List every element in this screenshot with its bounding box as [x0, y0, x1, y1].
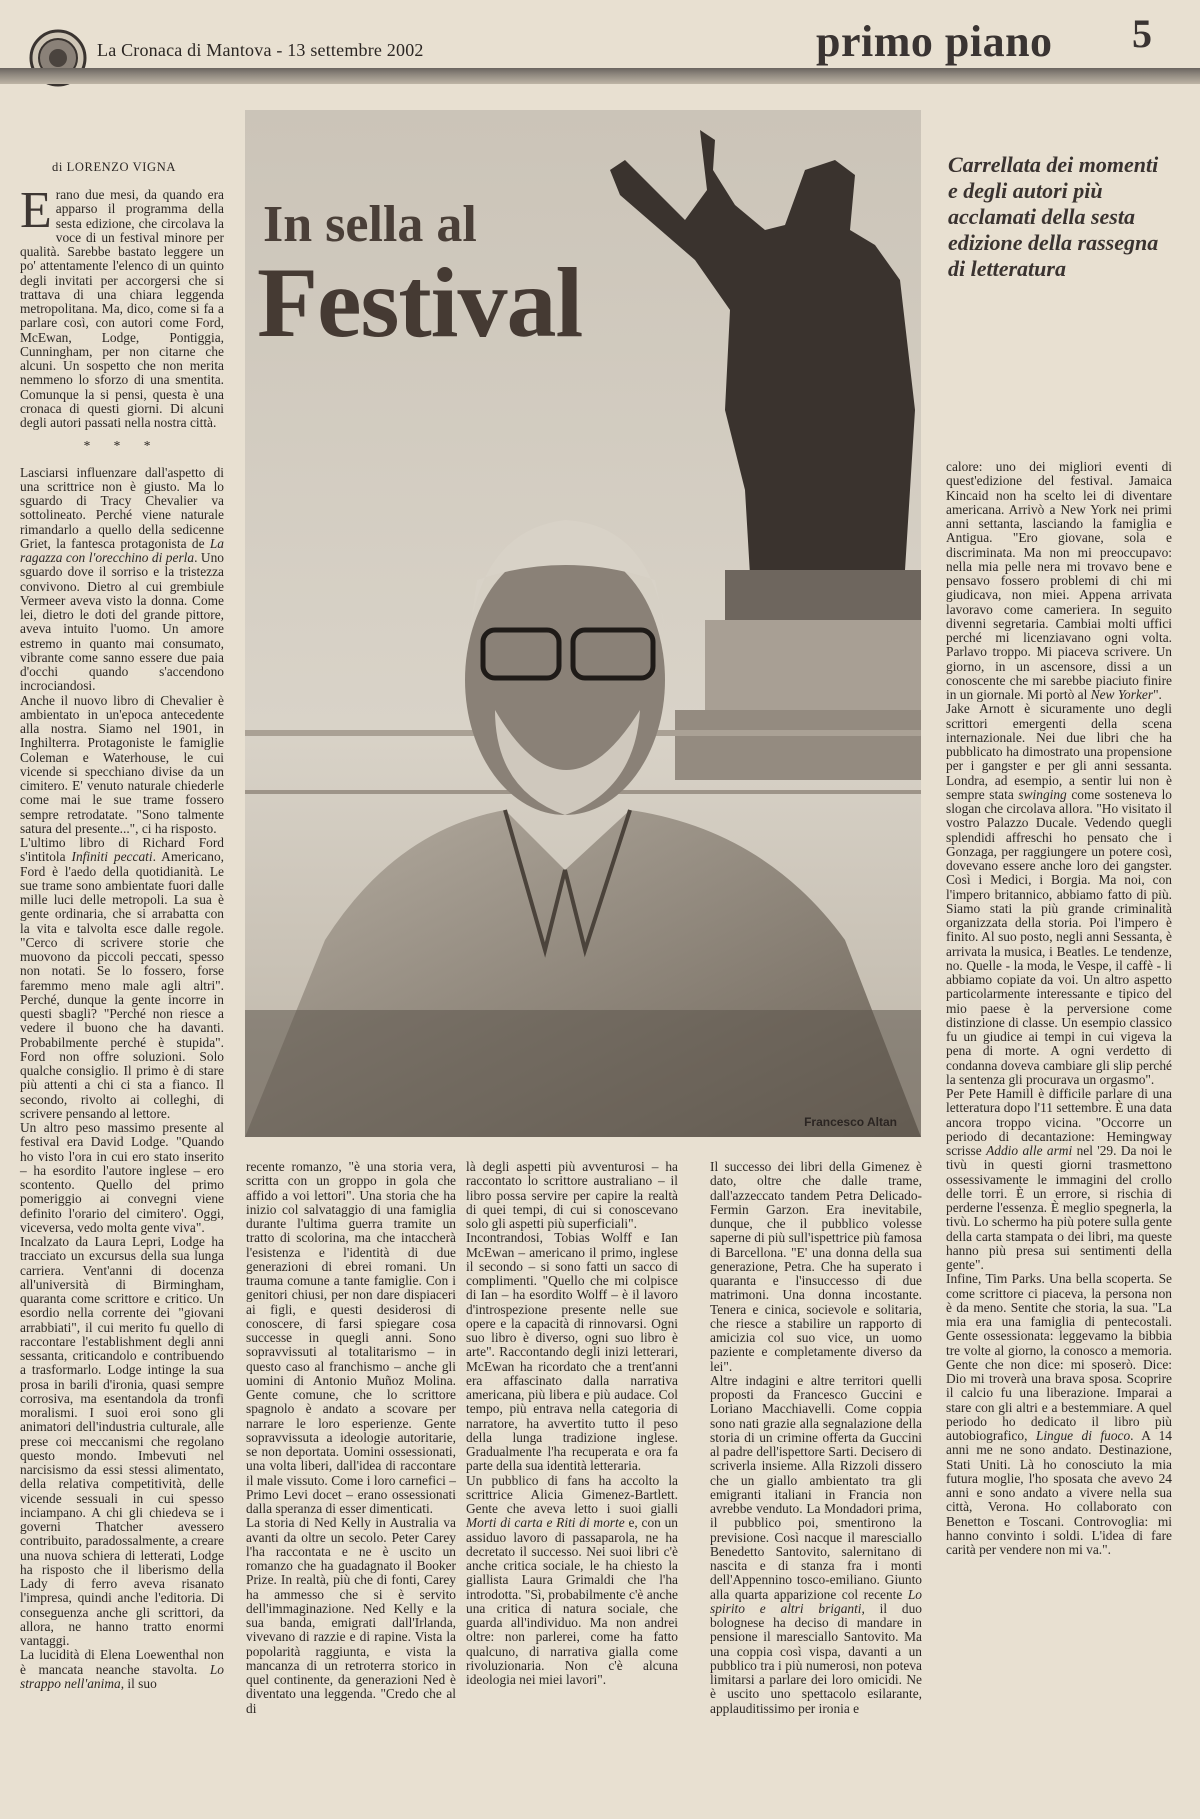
- header-rule: [0, 68, 1200, 84]
- paragraph: Il successo dei libri della Gimenez è dato, oltre che dalle trame, dall'azzeccato tandem Petra Delicado-Fermin Garzon. Era inevitabile, dunque, che il pubblico volesse saperne di più sull'ispettrice più famosa di Barcellona. "E' una donna della sua generazione, Petra. Che ha superato i quaranta e l'insuccesso di due matrimoni. Una donna incostante. Tenera e cinica, socievole e solitaria, che riesce a stabilire un rapporto di amicizia col suo vice, un uomo paziente e completamente diverso da lei".: [710, 1159, 922, 1374]
- summary-deck: Carrellata dei momenti e degli autori più acclamati della sesta edizione della rassegna di letteratura: [948, 152, 1159, 281]
- paragraph: Altre indagini e altre territori quelli proposti da Francesco Guccini e Loriano Macchiavelli. Come coppia sono nati grazie alla segnalazione della storia di un crimine offerta da Guccini al padre dell'ispettore Sarti. Decisero di scriverla insieme. Alla Rizzoli dissero che un giallo ambientato tra gli emigranti italiani in Francia non avrebbe venduto. La Mondadori prima, il pubblico poi, smentirono la previsione. Così nacque il maresciallo Benedetto Santovito, salernitano di nascita e di stanza fra i monti dell'Appennino tosco-emiliano. Giunto alla quarta apparizione col recente Lo spirito e altri briganti, il duo bolognese ha deciso di mandare in pensione il maresciallo Santovito. Ma una coppia così vispa, davanti a un pubblico tra i più numerosi, non poteva limitarsi a parlare dei loro omicidi. Ne è uscito uno spettacolo esilarante, applauditissimo per ironia e: [710, 1372, 922, 1716]
- paragraph: Anche il nuovo libro di Chevalier è ambientato in un'epoca antecedente alla nostra. Siamo nel 1901, in Inghilterra. Protagoniste le famiglie Coleman e Waterhouse, le cui vicende si specchiano divise da un cimitero. E' venuto naturale chiederle come mai le sue trame fossero sempre retrodatate. "Sono talmente satura del presente...", ci ha risposto.: [20, 692, 224, 836]
- paragraph: La storia di Ned Kelly in Australia va avanti da oltre un secolo. Peter Carey l'ha raccontata e ne è uscito un romanzo che ha guadagnato il Booker Prize. In realtà, più che di fonti, Carey ha ammesso che si è servito dell'immaginazione. Ned Kelly e la sua banda, emigrati dall'Irlanda, vivevano di razzie e di rapine. Vista la popolarità raggiunta, e vista la mancanza di un retroterra storico in quel continente, da generazioni Ned è diventato una leggenda. "Credo che al di: [246, 1515, 456, 1716]
- paragraph: Per Pete Hamill è difficile parlare di una letteratura dopo l'11 settembre. È una data ancora troppo vicina. "Occorre un periodo di decantazione: Hemingway scrisse Addio alle armi nel '29. Da noi le tivù in questi giorni trasmettono ossessivamente le immagini del crollo delle torri. È un errore, si rischia di perderne l'essenza. È meglio spegnerla, la tivù. Lo schermo ha più potere sulla gente della carta stampata o dei libri, ma queste hanno più presa sui sentimenti della gente".: [946, 1086, 1172, 1272]
- article-column-5: [946, 460, 1172, 1557]
- paragraph: Un pubblico di fans ha accolto la scrittrice Alicia Gimenez-Bartlett. Gente che aveva letto i suoi gialli Morti di carta e Riti di morte e, con un assiduo lavoro di passaparola, ne ha decretato il successo. Nei suoi libri c'è anche critica sociale, le ha chiesto la giallista Laura Grimaldi che l'ha introdotta. "Sì, probabilmente c'è anche una critica di natura sociale, che guarda all'individuo. Ma non andrei oltre: non parlerei, come ha fatto qualcuno, di narrativa gialla come rivoluzionaria. Non c'è alcuna ideologia nei miei lavori".: [466, 1472, 678, 1687]
- article-column-2: [246, 1160, 456, 1716]
- paragraph: Jake Arnott è sicuramente uno degli scrittori emergenti della scena internazionale. Nei due libri che ha pubblicato ha dimostrato una propensione per i gangster e per gli anni sessanta. Londra, ad esempio, a sentir lui non è sempre stata swinging come sosteneva lo slogan che circolava allora. "Ho visitato il vostro Palazzo Ducale. Vedendo quegli splendidi affreschi ho pensato che i Gonzaga, per raggiungere un potere così, dovevano essere anche loro dei gangster. Così i Medici, i Borgia. Ma noi, con l'impero britannico, abbiamo fatto di più. Siamo stati la più grande criminalità organizzata della storia. Poi l'impero è finito. Al suo posto, negli anni Sessanta, è arrivata la musica, i Beatles. Le tendenze, no. Quelle - la moda, le Vespe, il caffè - li abbiamo copiate da voi. Un altro aspetto particolarmente interessante e tipico del mio paese è la perversione come distinzione di classe. Un esempio classico fu un giudice ai tempi in cui vigeva la pena di morte. A ogni verdetto di condanna doveva cambiare gli slip perché la sentenza gli procurava un orgasmo".: [946, 701, 1172, 1087]
- article-column-1: [20, 182, 224, 1691]
- paragraph: Incalzato da Laura Lepri, Lodge ha tracciato un excursus della sua lunga carriera. Vent'anni di docenza all'università di Birmingham, quaranta come scrittore e critico. Un esordio nella corrente dei "giovani arrabbiati", il cui merito fu quello di raccontare l'establishment degli anni sessanta, criticandolo e contribuendo a trasformarlo. Lodge intinge la sua prosa in barili d'ironia, quasi sempre corrosiva, ma esentandola da tronfi moralismi. I suoi eroi sono gli animatori dell'industria culturale, alle prese coi meccanismi che regolano questo mondo. Imbevuti nel narcisismo da essi stessi alimentato, della relativa competitività, delle vicende sessuali in cui spesso inciampano. A chi gli chiedeva se i governi Thatcher avessero contribuito, paradossalmente, a creare una nuova schiera di letterati, Lodge ha risposto che il liberismo della Lady di ferro aveva risanato l'impresa, quindi anche l'editoria. Di conseguenza anche gli scrittori, da allora, ne hanno tratto enormi vantaggi.: [20, 1234, 224, 1648]
- byline: di LORENZO VIGNA: [52, 160, 176, 174]
- dropcap: E: [20, 182, 52, 239]
- paragraph: La lucidità di Elena Loewenthal non è mancata neanche stavolta. Lo strappo nell'anima, il suo: [20, 1647, 224, 1691]
- headline-line-2: Festival: [257, 247, 583, 358]
- paragraph: Un altro peso massimo presente al festival era David Lodge. "Quando ho visto l'ora in cui ero stato inserito – ha esordito l'autore inglese – ero scontento. Quello del primo pomeriggio ai convegni viene definito l'orario del cimitero'. Oggi, viceversa, vedo molta gente viva".: [20, 1120, 224, 1235]
- paragraph: recente romanzo, "è una storia vera, scritta con un groppo in gola che affido a voi lettori". Una storia che ha inizio col salvataggio di una famiglia durante l'ultima guerra tramite un tratto di scolorina, ma che intaccherà l'esistenza e l'identità di due generazioni di ebrei romani. Un trauma comune a tante famiglie. Con i genitori chiusi, per non dare dispiaceri ai figli, e questi desiderosi di conoscere, di farsi spiegare cosa successe in quegli anni. Sono sopravvissuti al totalitarismo – in questo caso al franchismo – anche gli uomini di Antonio Muñoz Molina. Gente comune, che lo scrittore spagnolo è andato a scovare per narrare le loro esperienze. Gente sopravvissuta a ideologie autoritarie, se non deportata. Uomini ossessionati, una volta liberi, dall'idea di raccontare il male vissuto. Come i loro carnefici – Primo Levi docet – erano ossessionati dalla speranza di esser dimenticati.: [246, 1159, 456, 1516]
- paragraph: Infine, Tim Parks. Una bella scoperta. Se come scrittore ci piaceva, la persona non è da meno. Sentite che storia, la sua. "La mia era una famiglia di pentecostali. Gente ossessionata: leggevamo la bibbia tre volte al giorno, la conosco a memoria. Gente che non dice: mi sposerò. Dice: Dio mi troverà una brava sposa. Scoprire il calcio fu una liberazione. Imparai a stare con gli altri e a bestemmiare. A quel periodo ho dedicato il libro più autobiografico, Lingue di fuoco. A 14 anni me ne sono andato. Destinazione, Stati Uniti. Là ho conosciuto la mia futura moglie, l'ho sposata che avevo 24 anni e sono andato a vivere nella sua città, Verona. Ho collaborato con Benetton e Toscani. Controvoglia: mi hanno convinto i soldi. L'idea di fare carità per vendere non mi va.".: [946, 1271, 1172, 1557]
- paragraph: Lasciarsi influenzare dall'aspetto di una scrittrice non è giusto. Ma lo sguardo di Tracy Chevalier va sottolineato. Perché viene naturale rimandarlo a quello della sedicenne Griet, la fantesca protagonista de La ragazza con l'orecchino di perla. Uno sguardo dove il sorriso e la tristezza convivono. Dietro al cui grembiule Vermeer aveva visto la donna. Come lei, dietro le doti del grande pittore, aveva intuito l'uomo. Un amore estremo in quanto mai consumato, vibrante come sanno essere due paia d'occhi quando s'accendono incrociandosi.: [20, 464, 224, 694]
- author-photo: [245, 110, 921, 1137]
- section-separator: * * *: [83, 438, 161, 454]
- section-title: primo piano: [816, 17, 1053, 66]
- article-column-4: [710, 1160, 922, 1716]
- page-number: 5: [1132, 11, 1152, 56]
- paragraph: calore: uno dei migliori eventi di quest'edizione del festival. Jamaica Kincaid non ha scelto lei di diventare americana. Arrivò a New York nei primi anni settanta, lasciando la famiglia e Antigua. "Ero giovane, sola e discriminata. Ma non mi preoccupavo: nella mia pelle nera mi trovavo bene e pensavo fossero problemi di chi mi giudicava, non miei. Appena arrivata lavoravo come cameriera. In seguito divenni segretaria. Cambiai molti uffici perché mi licenziavano ogni volta. Parlavo troppo. Mi piaceva scrivere. Un giorno, in un ascensore, dissi a un conoscente che mi sarebbe piaciuto finire in un giornale. Mi portò al New Yorker".: [946, 459, 1172, 702]
- paragraph: Incontrandosi, Tobias Wolff e Ian McEwan – americano il primo, inglese il secondo – si sono fatti un sacco di complimenti. "Quello che mi colpisce di Ian – ha esordito Wolff – è il lavoro d'introspezione presente nelle sue opere e la capacità di rinnovarsi. Ogni suo libro è diverso, ogni suo libro è arte". Raccontando degli inizi letterari, McEwan ha ricordato che a trent'anni era affascinato dalla narrativa americana, più libera e più audace. Col tempo, più entrava nella categoria di narratore, ha avvertito tutto il peso della lunga tradizione inglese. Gradualmente l'ha recuperata e ora fa parte della sua identità letteraria.: [466, 1230, 678, 1474]
- paragraph: là degli aspetti più avventurosi – ha raccontato lo scrittore australiano – il libro possa servire per capire la realtà di quei tempi, di cui si conoscevano solo gli aspetti più superficiali".: [466, 1159, 678, 1231]
- photo-credit: Francesco Altan: [804, 1115, 897, 1129]
- masthead: La Cronaca di Mantova - 13 settembre 2002: [97, 40, 424, 60]
- intro-paragraph: Erano due mesi, da quando era apparso il programma della sesta edizione, che circolava la voce di un festival minore per qualità. Sarebbe bastato leggere un po' attentamente l'elenco di un quinto degli invitati per accorgersi che si trattava di una chiara leggenda metropolitana. Ma, dico, come si fa a parlare così, con autori come Ford, McEwan, Lodge, Pontiggia, Cunningham, per non citarne che alcuni. Un sospetto che non merita nemmeno lo sforzo di una smentita. Comunque la si pensi, questa è una cronaca di questi giorni. Di alcuni degli autori passati nella nostra città.: [20, 182, 224, 430]
- paragraph: L'ultimo libro di Richard Ford s'intitola Infiniti peccati. Americano, Ford è l'aedo della quotidianità. Le sue trame sono ambientate fuori dalle mille luci delle metropoli. La sua è gente ordinaria, che si arrabatta con la vita e talvolta esce dalle regole. "Cerco di scrivere storie che muovono da piccoli peccati, spesso non notati. Se lo fossero, forse faremmo meno male agli altri". Perché, dunque la gente incorre in questi sbagli? "Perché non riesce a vedere il buono che ha davanti. Probabilmente perché è stupida". Ford non offre soluzioni. Solo qualche consiglio. Il primo è di stare più attenti a chi ci sta a fianco. Il secondo, rivolto ai colleghi, di scrivere pensando al lettore.: [20, 835, 224, 1121]
- article-column-3: [466, 1160, 678, 1687]
- headline-line-1: In sella al: [263, 196, 477, 253]
- page-header: [0, 0, 1200, 90]
